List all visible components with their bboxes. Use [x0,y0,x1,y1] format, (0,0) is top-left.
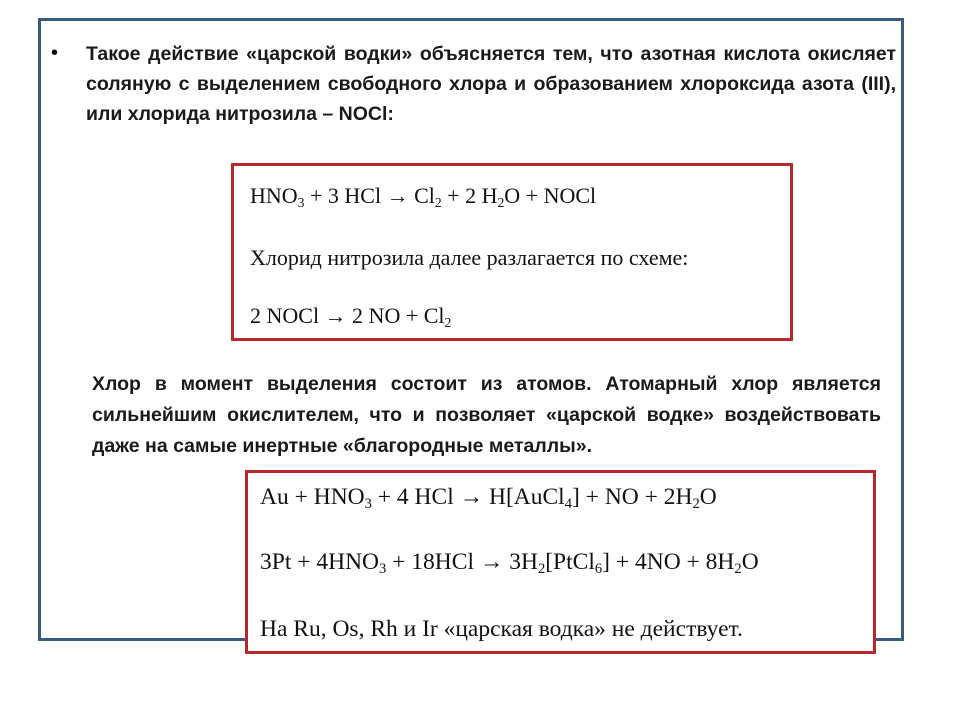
eq-subscript: 2 [537,561,546,578]
eq-part: O [699,484,717,510]
eq-subscript: 2 [497,194,505,210]
eq-subscript: 2 [444,314,452,330]
eq-part: ] + 4NO + 8H [602,549,735,575]
eq-part: + 2 H [441,183,498,208]
eq-part: 3Pt + 4HNO [260,549,380,575]
bullet-marker: • [51,42,59,64]
eq-part: HNO [250,183,298,208]
eq-part: ] + NO + 2H [571,484,693,510]
eq-part: + 18HCl → 3H [386,549,538,575]
eq-part: O [741,549,759,575]
decomposition-note: Хлорид нитрозила далее разлагается по схеме: [250,245,689,270]
equation-box-nitrosyl [231,163,793,341]
eq-part: + 3 HCl → Cl [304,183,435,208]
eq-subscript: 6 [594,561,603,578]
eq-subscript: 2 [734,561,742,578]
atomic-chlorine-paragraph: Хлор в момент выделения состоит из атомов. Атомарный хлор является сильнейшим окислителем, что и позволяет «царской водке» воздействовать даже на самые инертные «благородные металлы». [92,373,881,457]
eq-subscript: 2 [434,194,442,210]
eq-part: O + NOCl [504,183,597,208]
eq-part: [PtCl [545,549,595,575]
eq-subscript: 4 [564,496,572,513]
equation-nocl-decomposition [250,303,451,329]
equation-box-noble-metals [245,470,876,654]
eq-part: 2 NOCl → 2 NO + Cl [250,303,445,328]
eq-subscript: 3 [297,194,305,210]
eq-subscript: 2 [692,496,700,513]
eq-part: + 4 HCl → H[AuCl [371,484,565,510]
equation-platinum [260,549,759,576]
equation-hno3-hcl [250,183,596,209]
eq-subscript: 3 [364,496,372,513]
intro-text: Такое действие «царской водки» объясняется тем, что азотная кислота окисляет соляную с выделением свободного хлора и образованием хлороксида азота (III), или хлорида нитрозила – NOCl: [86,43,896,125]
equation-gold [260,484,717,511]
eq-subscript: 3 [379,561,387,578]
inert-metals-note: На Ru, Os, Rh и Ir «царская водка» не действует. [260,616,743,642]
eq-part: Au + HNO [260,484,365,510]
